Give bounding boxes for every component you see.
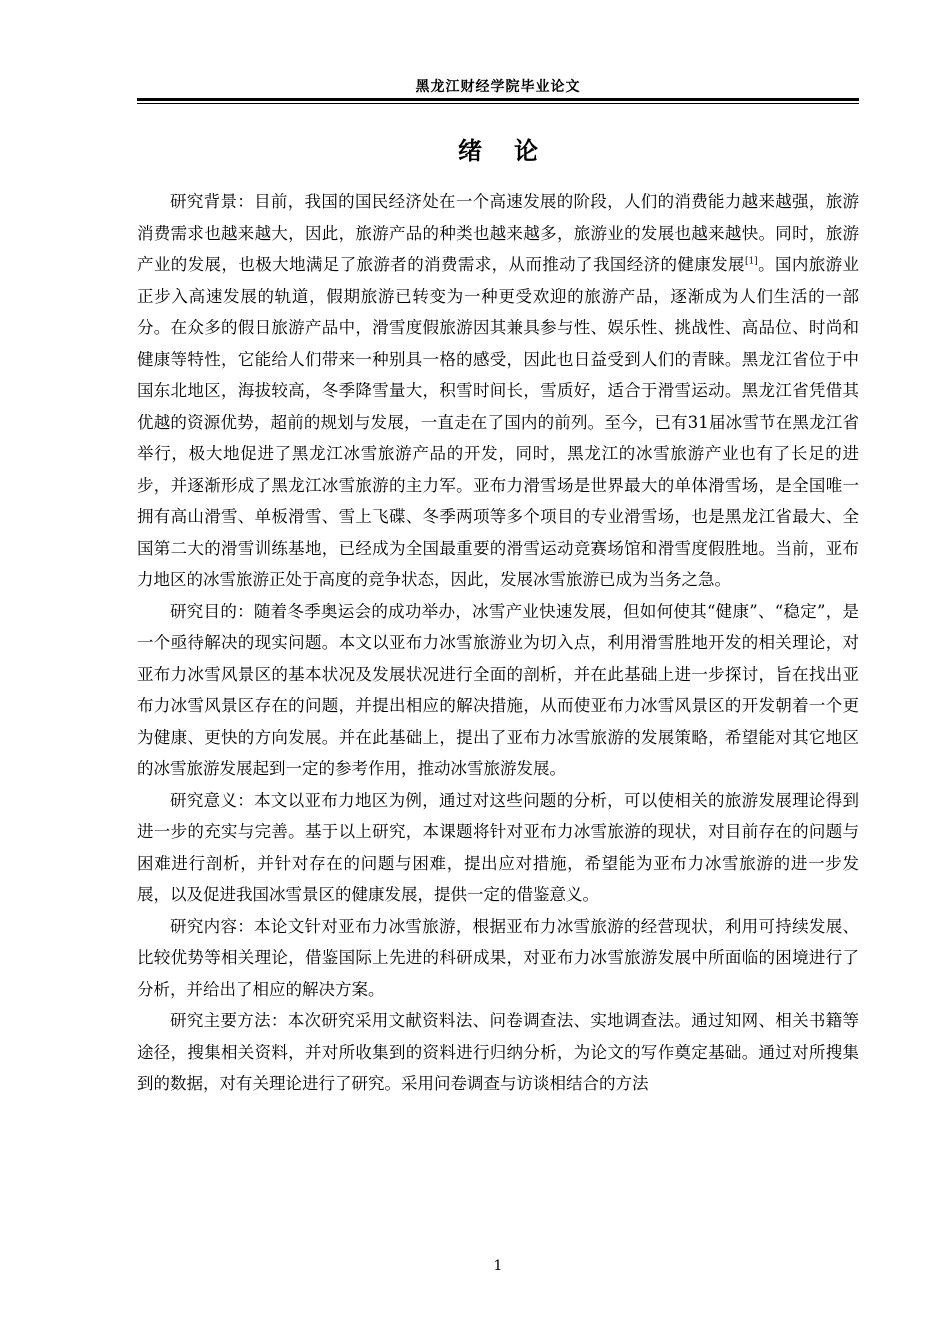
paragraph-methods: 研究主要方法：本次研究采用文献资料法、问卷调查法、实地调查法。通过知网、相关书籍等途径，搜集相关资料，并对所收集到的资料进行归纳分析，为论文的写作奠定基础。通过对所搜集到的数据，对有关理论进行了研究。采用问卷调查与访谈相结合的方法 bbox=[137, 1011, 859, 1093]
paragraph-background bbox=[137, 186, 859, 596]
body-text bbox=[137, 186, 859, 1100]
header-rule-thick bbox=[137, 98, 859, 101]
paragraph-content: 研究内容：本论文针对亚布力冰雪旅游，根据亚布力冰雪旅游的经营现状，利用可持续发展、比较优势等相关理论，借鉴国际上先进的科研成果，对亚布力冰雪旅游发展中所面临的困境进行了分析，并给出了相应的解决方案。 bbox=[137, 916, 859, 999]
paragraph-significance: 研究意义：本文以亚布力地区为例，通过对这些问题的分析，可以使相关的旅游发展理论得到进一步的充实与完善。基于以上研究，本课题将针对亚布力冰雪旅游的现状，对目前存在的问题与困难进行剖析，并针对存在的问题与困难，提出应对措施，希望能为亚布力冰雪旅游的进一步发展，以及促进我国冰雪景区的健康发展，提供一定的借鉴意义。 bbox=[137, 790, 859, 904]
paragraph-purpose: 研究目的：随着冬季奥运会的成功举办，冰雪产业快速发展，但如何使其“健康”、“稳定”，是一个亟待解决的现实问题。本文以亚布力冰雪旅游业为切入点，利用滑雪胜地开发的相关理论，对亚布力冰雪风景区的基本状况及发展状况进行全面的剖析，并在此基础上进一步探讨，旨在找出亚布力冰雪风景区存在的问题，并提出相应的解决措施，从而使亚布力冰雪风景区的开发朝着一个更为健康、更快的方向发展。并在此基础上，提出了亚布力冰雪旅游的发展策略，希望能对其它地区的冰雪旅游发展起到一定的参考作用，推动冰雪旅游发展。 bbox=[137, 601, 859, 778]
header-rule-thin bbox=[137, 103, 859, 104]
page-number: 1 bbox=[493, 1258, 503, 1274]
running-header: 黑龙江财经学院毕业论文 bbox=[415, 79, 581, 95]
section-title: 绪论 bbox=[458, 136, 570, 165]
background-text-1: 研究背景：目前，我国的国民经济处在一个高速发展的阶段，人们的消费能力越来越强，旅游消费需求也越来越大，因此，旅游产品的种类也越来越多，旅游业的发展也越来越快。同时，旅游产业的发展，也极大地满足了旅游者的消费需求，从而推动了我国经济的健康发展 bbox=[137, 192, 859, 274]
background-text-2: 。国内旅游业正步入高速发展的轨道，假期旅游已转变为一种更受欢迎的旅游产品，逐渐成为人们生活的一部分。在众多的假日旅游产品中，滑雪度假旅游因其兼具参与性、娱乐性、挑战性、高品位、时尚和健康等特性，它能给人们带来一种别具一格的感受，因此也日益受到人们的青睐。黑龙江省位于中国东北地区，海拔较高，冬季降雪量大，积雪时间长，雪质好，适合于滑雪运动。黑龙江省凭借其优越的资源优势，超前的规划与发展，一直走在了国内的前列。至今，已有31届冰雪节在黑龙江省举行，极大地促进了黑龙江冰雪旅游产品的开发，同时，黑龙江的冰雪旅游产业也有了长足的进步，并逐渐形成了黑龙江冰雪旅游的主力军。亚布力滑雪场是世界最大的单体滑雪场，是全国唯一拥有高山滑雪、单板滑雪、雪上飞碟、冬季两项等多个项目的专业滑雪场，也是黑龙江省最大、全国第二大的滑雪训练基地，已经成为全国最重要的滑雪运动竞赛场馆和滑雪度假胜地。当前，亚布力地区的冰雪旅游正处于高度的竞争状态，因此，发展冰雪旅游已成为当务之急。 bbox=[137, 255, 860, 589]
citation-ref: [1] bbox=[744, 256, 758, 267]
